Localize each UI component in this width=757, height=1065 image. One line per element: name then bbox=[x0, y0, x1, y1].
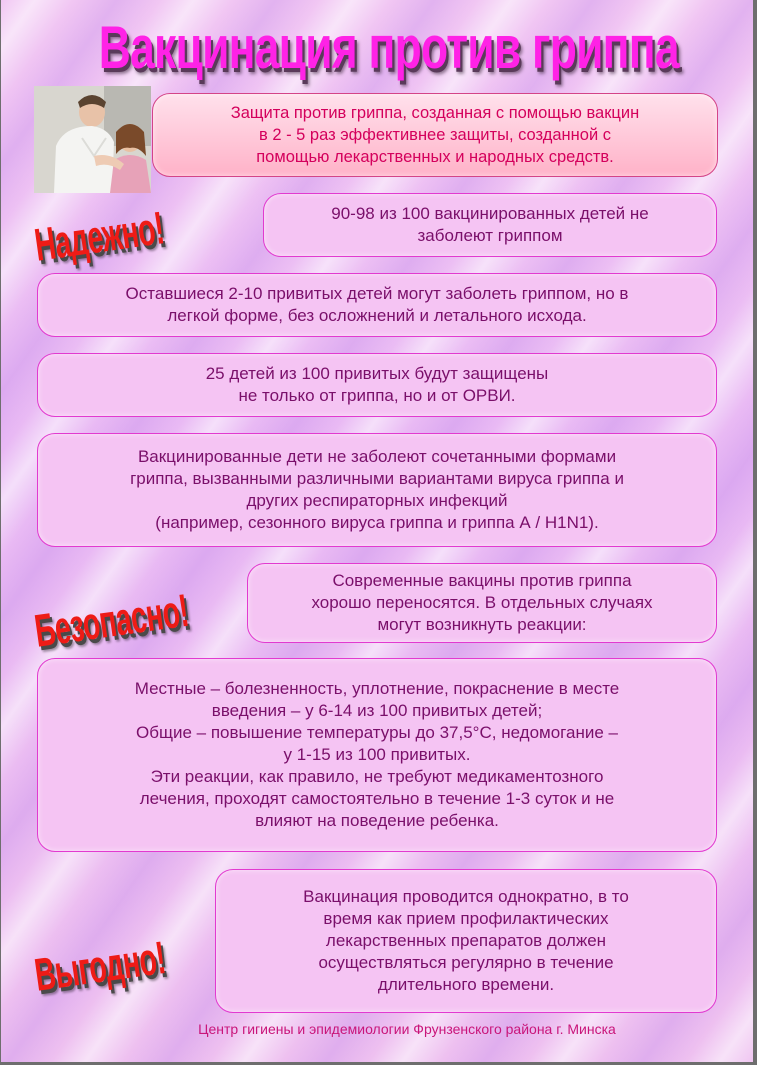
reactions-line-7: влияют на поведение ребенка. bbox=[255, 811, 499, 830]
page-title: Вакцинация против гриппа bbox=[98, 14, 679, 81]
intro-line-2: в 2 - 5 раз эффективнее защиты, созданной с bbox=[258, 126, 611, 144]
mild-form-line-2: легкой форме, без осложнений и летального исхода. bbox=[167, 306, 587, 325]
single-dose-line-2: время как прием профилактических bbox=[323, 909, 609, 928]
profitable-heading: Выгодно! bbox=[31, 931, 169, 1001]
intro-line-3: помощью лекарственных и народных средств. bbox=[256, 148, 614, 166]
footer-credit: Центр гигиены и эпидемиологии Фрунзенского района г. Минска bbox=[198, 1021, 616, 1037]
reactions-line-5: Эти реакции, как правило, не требуют медикаментозного bbox=[150, 767, 604, 786]
single-dose-box bbox=[215, 869, 717, 1013]
combined-line-3: других респираторных инфекций bbox=[246, 491, 508, 510]
combined-line-4: (например, сезонного вируса гриппа и гриппа А / H1N1). bbox=[155, 513, 599, 532]
orvi-line-2: не только от гриппа, но и от ОРВИ. bbox=[238, 386, 516, 405]
reactions-line-2: введения – у 6-14 из 100 привитых детей; bbox=[211, 701, 543, 720]
tolerance-line-3: могут возникнуть реакции: bbox=[377, 615, 587, 634]
efficacy-line-1: 90-98 из 100 вакцинированных детей не bbox=[331, 204, 649, 223]
single-dose-line-3: лекарственных препаратов должен bbox=[325, 931, 607, 950]
single-dose-line-1: Вакцинация проводится однократно, в то bbox=[303, 887, 629, 906]
orvi-line-1: 25 детей из 100 привитых будут защищены bbox=[205, 364, 549, 383]
reactions-box bbox=[37, 658, 717, 852]
mild-form-line-1: Оставшиеся 2-10 привитых детей могут заболеть гриппом, но в bbox=[125, 284, 629, 303]
reliable-heading: Надежно! bbox=[31, 201, 167, 271]
combined-line-2: гриппа, вызванными различными вариантами вируса гриппа и bbox=[130, 469, 624, 488]
orvi-box bbox=[37, 353, 717, 417]
tolerance-line-1: Современные вакцины против гриппа bbox=[332, 571, 632, 590]
reactions-line-3: Общие – повышение температуры до 37,5°С, недомогание – bbox=[136, 723, 618, 742]
tolerance-box bbox=[247, 563, 717, 643]
combined-line-1: Вакцинированные дети не заболеют сочетанными формами bbox=[137, 447, 617, 466]
mild-form-box bbox=[37, 273, 717, 337]
reactions-line-6: лечения, проходят самостоятельно в течение 1-3 суток и не bbox=[139, 789, 615, 808]
vaccination-photo bbox=[34, 86, 151, 193]
poster bbox=[1, 0, 753, 1062]
tolerance-line-2: хорошо переносятся. В отдельных случаях bbox=[311, 593, 653, 612]
safe-heading: Безопасно! bbox=[31, 583, 192, 657]
efficacy-line-2: заболеют гриппом bbox=[417, 226, 563, 245]
efficacy-box bbox=[263, 193, 717, 257]
intro-line-1: Защита против гриппа, созданная с помощью вакцин bbox=[230, 104, 640, 122]
combined-forms-box bbox=[37, 433, 717, 547]
single-dose-line-4: осуществляться регулярно в течение bbox=[318, 953, 614, 972]
single-dose-line-5: длительного времени. bbox=[377, 975, 555, 994]
reactions-line-1: Местные – болезненность, уплотнение, покраснение в месте bbox=[134, 679, 620, 698]
reactions-line-4: у 1-15 из 100 привитых. bbox=[283, 745, 471, 764]
intro-box bbox=[152, 93, 718, 177]
